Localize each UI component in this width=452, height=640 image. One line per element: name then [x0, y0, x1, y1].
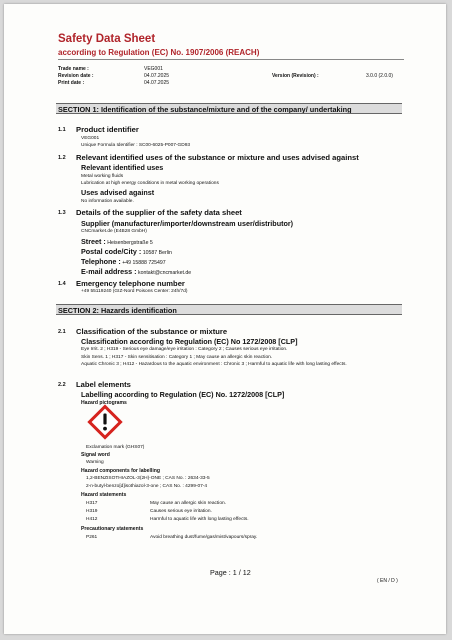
section-1-1-number: 1.1	[58, 127, 66, 133]
uses-advised-against-heading: Uses advised against	[81, 188, 155, 197]
signal-word-label: Signal word	[81, 452, 110, 458]
classification-eye-irrit: Eye Irrit. 2 ; H319 - Serious eye damage/eye irritation : Category 2 ; Causes serious eye irritation.	[81, 347, 288, 352]
page-number: Page : 1 / 12	[210, 568, 251, 577]
email-value: kontakt@cncmarket.de	[137, 270, 192, 276]
hazard-pictograms-label: Hazard pictograms	[81, 400, 127, 406]
classification-aquatic: Aquatic Chronic 3 ; H412 - Hazardous to the aquatic environment : Chronic 3 ; Harmful to aquatic life with long lasting effects.	[81, 362, 347, 367]
hazard-statements-label: Hazard statements	[81, 492, 127, 498]
hazard-statement-text: Harmful to aquatic life with long lasting effects.	[150, 517, 249, 522]
section-1-header: SECTION 1: Identification of the substance/mixture and of the company/ undertaking	[56, 103, 402, 114]
section-2-2-number: 2.2	[58, 382, 66, 388]
hazard-statement-code: H319	[86, 509, 98, 514]
email-row	[81, 267, 191, 276]
hazard-component-1: 1,2-BENZISOTHIAZOL-3(2H)-ONE ; CAS No. : 2634-33-5	[86, 476, 210, 481]
hazard-components-label: Hazard components for labelling	[81, 468, 160, 474]
document-page	[4, 4, 446, 634]
language-code: ( EN / D )	[377, 578, 398, 584]
emergency-number: +49 55119240 (GIZ-Nord Poisons Center: 24h/7d)	[81, 289, 188, 294]
hazard-statement-code: H317	[86, 501, 98, 506]
pictogram-caption: Exclamation mark (GHS07)	[86, 445, 145, 450]
section-1-2-title: Relevant identified uses of the substance or mixture and uses advised against	[76, 153, 359, 162]
hazard-statement-text: Causes serious eye irritation.	[150, 509, 212, 514]
document-subtitle: according to Regulation (EC) No. 1907/2006 (REACH)	[58, 48, 260, 57]
street-row	[81, 237, 153, 246]
header-divider	[58, 59, 404, 60]
relevant-use-2: Lubrication at high energy conditions in metal working operations	[81, 181, 219, 186]
section-2-1-title: Classification of the substance or mixture	[76, 327, 228, 336]
trade-name-value: VEG001	[144, 66, 163, 72]
hazard-component-2: 2-n-butyl-benzo[d]isothiazol-3-one ; CAS No. : 4299-07-4	[86, 484, 208, 489]
section-1-4-title: Emergency telephone number	[76, 279, 185, 288]
telephone-row	[81, 257, 166, 266]
exclamation-mark-pictogram-icon	[87, 404, 123, 440]
print-date-value: 04.07.2025	[144, 80, 170, 86]
labelling-heading: Labelling according to Regulation (EC) No. 1272/2008 [CLP]	[81, 390, 285, 399]
precautionary-statement-text: Avoid breathing dust/fume/gas/mist/vapours/spray.	[150, 535, 258, 540]
document-title: Safety Data Sheet	[58, 33, 156, 45]
telephone-label: Telephone :	[81, 257, 121, 266]
section-2-2-title: Label elements	[76, 380, 131, 389]
precautionary-statement-code: P261	[86, 535, 98, 540]
classification-heading: Classification according to Regulation (EC) No 1272/2008 [CLP]	[81, 337, 298, 346]
hazard-statement-code: H412	[86, 517, 98, 522]
revision-date-label: Revision date :	[58, 73, 94, 79]
product-name: VEG001	[81, 136, 100, 141]
street-label: Street :	[81, 237, 106, 246]
hazard-statement-text: May cause an allergic skin reaction.	[150, 501, 226, 506]
section-1-2-number: 1.2	[58, 155, 66, 161]
section-2-header: SECTION 2: Hazards identification	[56, 304, 402, 315]
print-date-label: Print date :	[58, 80, 85, 86]
telephone-value: +49 15888 725497	[122, 260, 166, 266]
classification-skin-sens: Skin Sens. 1 ; H317 - Skin sensitisation : Category 1 ; May cause an allergic skin reaction.	[81, 355, 273, 360]
street-value: Heisenbergstraße 5	[107, 240, 153, 246]
unique-formula-identifier: Unique Formula Identifier : SC00-6025-P007-GD93	[81, 143, 191, 148]
email-label: E-mail address :	[81, 267, 137, 276]
version-value: 3.0.0 (2.0.0)	[366, 73, 393, 79]
section-1-4-number: 1.4	[58, 281, 66, 287]
uses-advised-against-value: No information available.	[81, 199, 134, 204]
signal-word-value: Warning	[86, 460, 104, 465]
section-1-1-title: Product identifier	[76, 125, 139, 134]
trade-name-label: Trade name :	[58, 66, 89, 72]
revision-date-value: 04.07.2025	[144, 73, 170, 79]
section-2-1-number: 2.1	[58, 329, 66, 335]
relevant-use-1: Metal working fluids	[81, 174, 124, 179]
postal-label: Postal code/City :	[81, 247, 142, 256]
supplier-company: CNCmarket.de (E4B28 GmbH)	[81, 229, 147, 234]
relevant-uses-heading: Relevant identified uses	[81, 163, 164, 172]
section-1-3-title: Details of the supplier of the safety data sheet	[76, 208, 242, 217]
version-label: Version (Revision) :	[272, 73, 319, 79]
supplier-heading: Supplier (manufacturer/importer/downstream user/distributor)	[81, 219, 294, 228]
precautionary-statements-label: Precautionary statements	[81, 526, 144, 532]
postal-value: 10587 Berlin	[142, 250, 172, 256]
postal-row	[81, 247, 172, 256]
section-1-3-number: 1.3	[58, 210, 66, 216]
